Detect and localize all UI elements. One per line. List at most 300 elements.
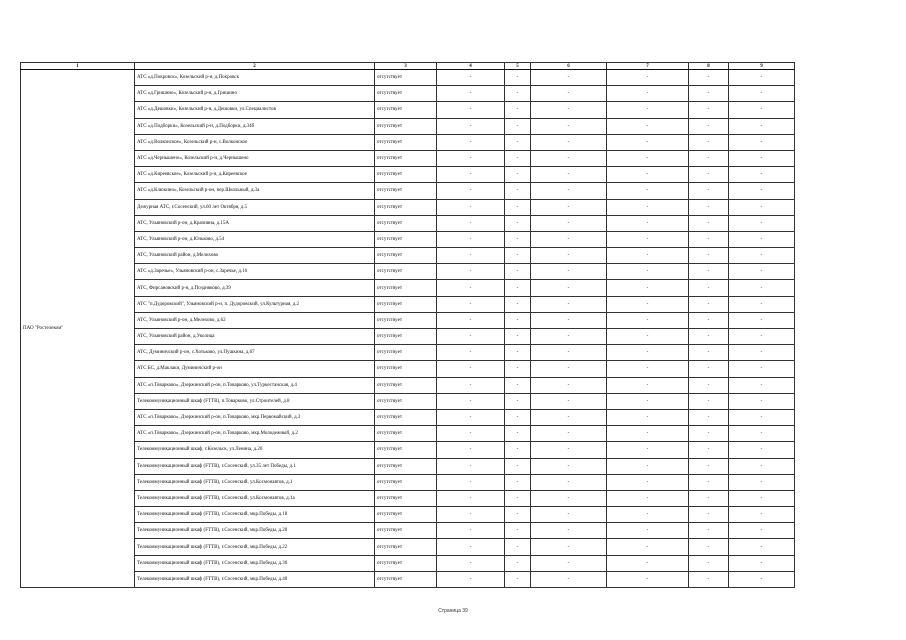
table-body <box>21 63 795 588</box>
table-row <box>21 70 795 86</box>
empty-value-cell: - <box>729 70 795 86</box>
table-row <box>21 264 795 280</box>
facility-name-cell: Телекоммуникационный шкаф (FTTB), г.Сосенский, ул.Космонавтов, д.1 <box>135 474 375 490</box>
empty-value-cell: - <box>689 555 729 571</box>
empty-value-cell: - <box>437 555 505 571</box>
table-row <box>21 215 795 231</box>
empty-value-cell: - <box>437 458 505 474</box>
table-row <box>21 118 795 134</box>
table-row <box>21 134 795 150</box>
empty-value-cell: - <box>607 523 689 539</box>
empty-value-cell: - <box>531 329 607 345</box>
empty-value-cell: - <box>437 134 505 150</box>
empty-value-cell: - <box>505 70 531 86</box>
empty-value-cell: - <box>531 345 607 361</box>
empty-value-cell: - <box>531 215 607 231</box>
col-number: 7 <box>607 63 689 70</box>
empty-value-cell: - <box>607 442 689 458</box>
empty-value-cell: - <box>689 102 729 118</box>
empty-value-cell: - <box>729 248 795 264</box>
empty-value-cell: - <box>607 167 689 183</box>
table-row <box>21 150 795 166</box>
empty-value-cell: - <box>607 199 689 215</box>
facility-name-cell: Телекоммуникационный шкаф (FTTB), г.Сосенский, мкр.Победы, д.18 <box>135 507 375 523</box>
empty-value-cell: - <box>729 329 795 345</box>
table-row <box>21 507 795 523</box>
empty-value-cell: - <box>729 490 795 506</box>
empty-value-cell: - <box>729 458 795 474</box>
empty-value-cell: - <box>729 555 795 571</box>
empty-value-cell: - <box>689 523 729 539</box>
empty-value-cell: - <box>505 183 531 199</box>
empty-value-cell: - <box>607 86 689 102</box>
empty-value-cell: - <box>729 118 795 134</box>
status-cell: отсутствует <box>375 409 437 425</box>
empty-value-cell: - <box>437 199 505 215</box>
status-cell: отсутствует <box>375 215 437 231</box>
empty-value-cell: - <box>531 199 607 215</box>
table-row <box>21 571 795 587</box>
empty-value-cell: - <box>531 134 607 150</box>
status-cell: отсутствует <box>375 183 437 199</box>
table-row <box>21 102 795 118</box>
empty-value-cell: - <box>607 409 689 425</box>
status-cell: отсутствует <box>375 329 437 345</box>
empty-value-cell: - <box>437 215 505 231</box>
table-row <box>21 296 795 312</box>
status-cell: отсутствует <box>375 296 437 312</box>
empty-value-cell: - <box>505 118 531 134</box>
empty-value-cell: - <box>689 296 729 312</box>
empty-value-cell: - <box>689 426 729 442</box>
empty-value-cell: - <box>729 215 795 231</box>
empty-value-cell: - <box>531 231 607 247</box>
empty-value-cell: - <box>505 523 531 539</box>
empty-value-cell: - <box>531 118 607 134</box>
facility-name-cell: Телекоммуникационный шкаф (FTTB), г.Сосенский, ул.35 лет Победы, д.1 <box>135 458 375 474</box>
empty-value-cell: - <box>505 490 531 506</box>
facility-name-cell: АТС БС, д.Маклаки, Думиничский р-он <box>135 361 375 377</box>
facility-name-cell: Телекоммуникационный шкаф (FTTB), г.Сосенский, мкр.Победы, д.36 <box>135 555 375 571</box>
empty-value-cell: - <box>689 442 729 458</box>
empty-value-cell: - <box>505 507 531 523</box>
status-cell: отсутствует <box>375 199 437 215</box>
table-row <box>21 442 795 458</box>
table-row <box>21 377 795 393</box>
empty-value-cell: - <box>689 248 729 264</box>
status-cell: отсутствует <box>375 474 437 490</box>
empty-value-cell: - <box>505 215 531 231</box>
facility-name-cell: АТС «п.Товарково», Дзержинский р-он, п.Товарково, ул.Туркестанская, д.4 <box>135 377 375 393</box>
empty-value-cell: - <box>437 150 505 166</box>
empty-value-cell: - <box>729 474 795 490</box>
empty-value-cell: - <box>729 377 795 393</box>
empty-value-cell: - <box>607 118 689 134</box>
empty-value-cell: - <box>531 458 607 474</box>
empty-value-cell: - <box>689 118 729 134</box>
empty-value-cell: - <box>437 183 505 199</box>
facility-name-cell: АТС «д.Заречье», Ульяновский р-он, с.Заречье, д.16 <box>135 264 375 280</box>
empty-value-cell: - <box>437 231 505 247</box>
table-row <box>21 523 795 539</box>
empty-value-cell: - <box>505 231 531 247</box>
facility-name-cell: АТС, Думиничский р-он, с.Хотьково, ул.Пушкина, д.67 <box>135 345 375 361</box>
empty-value-cell: - <box>607 102 689 118</box>
empty-value-cell: - <box>531 409 607 425</box>
empty-value-cell: - <box>437 264 505 280</box>
empty-value-cell: - <box>505 150 531 166</box>
empty-value-cell: - <box>729 231 795 247</box>
empty-value-cell: - <box>531 150 607 166</box>
table-row <box>21 458 795 474</box>
col-number: 1 <box>21 63 135 70</box>
empty-value-cell: - <box>729 102 795 118</box>
facility-name-cell: АТС, Ульяновский р-он, д.Мелехово, д.62 <box>135 312 375 328</box>
empty-value-cell: - <box>531 183 607 199</box>
empty-value-cell: - <box>607 490 689 506</box>
empty-value-cell: - <box>729 199 795 215</box>
status-cell: отсутствует <box>375 490 437 506</box>
empty-value-cell: - <box>729 507 795 523</box>
status-cell: отсутствует <box>375 361 437 377</box>
empty-value-cell: - <box>607 312 689 328</box>
empty-value-cell: - <box>531 280 607 296</box>
empty-value-cell: - <box>689 150 729 166</box>
status-cell: отсутствует <box>375 539 437 555</box>
empty-value-cell: - <box>531 312 607 328</box>
status-cell: отсутствует <box>375 312 437 328</box>
empty-value-cell: - <box>729 523 795 539</box>
empty-value-cell: - <box>437 329 505 345</box>
empty-value-cell: - <box>689 280 729 296</box>
empty-value-cell: - <box>531 248 607 264</box>
empty-value-cell: - <box>607 134 689 150</box>
empty-value-cell: - <box>689 86 729 102</box>
empty-value-cell: - <box>607 555 689 571</box>
empty-value-cell: - <box>531 86 607 102</box>
empty-value-cell: - <box>505 442 531 458</box>
empty-value-cell: - <box>729 409 795 425</box>
empty-value-cell: - <box>689 539 729 555</box>
empty-value-cell: - <box>607 150 689 166</box>
table-row <box>21 393 795 409</box>
empty-value-cell: - <box>531 296 607 312</box>
facility-name-cell: АТС, Фирсановский р-н, д.Поздняково, д.39 <box>135 280 375 296</box>
status-cell: отсутствует <box>375 345 437 361</box>
status-cell: отсутствует <box>375 86 437 102</box>
empty-value-cell: - <box>505 361 531 377</box>
empty-value-cell: - <box>437 474 505 490</box>
empty-value-cell: - <box>505 458 531 474</box>
empty-value-cell: - <box>729 393 795 409</box>
status-cell: отсутствует <box>375 507 437 523</box>
empty-value-cell: - <box>505 248 531 264</box>
empty-value-cell: - <box>531 539 607 555</box>
empty-value-cell: - <box>505 377 531 393</box>
empty-value-cell: - <box>607 474 689 490</box>
table-row <box>21 361 795 377</box>
empty-value-cell: - <box>531 490 607 506</box>
status-cell: отсутствует <box>375 248 437 264</box>
empty-value-cell: - <box>531 474 607 490</box>
empty-value-cell: - <box>607 377 689 393</box>
empty-value-cell: - <box>437 377 505 393</box>
facility-name-cell: АТС, Ульяновский р-он, д.Крапивна, д.15А <box>135 215 375 231</box>
empty-value-cell: - <box>689 199 729 215</box>
table-row <box>21 231 795 247</box>
table-row <box>21 490 795 506</box>
facility-name-cell: АТС "п.Дудоровский", Ульяновский р-н, п. Дудоровский, ул.Культурная, д.2 <box>135 296 375 312</box>
col-number: 5 <box>505 63 531 70</box>
table-row <box>21 280 795 296</box>
empty-value-cell: - <box>505 555 531 571</box>
table-row <box>21 248 795 264</box>
empty-value-cell: - <box>437 345 505 361</box>
empty-value-cell: - <box>505 102 531 118</box>
empty-value-cell: - <box>689 458 729 474</box>
facility-name-cell: Телекоммуникационный шкаф (FTTB), г.Сосенский, мкр.Победы, д.40 <box>135 571 375 587</box>
empty-value-cell: - <box>531 507 607 523</box>
table-row <box>21 474 795 490</box>
empty-value-cell: - <box>607 70 689 86</box>
empty-value-cell: - <box>729 539 795 555</box>
empty-value-cell: - <box>505 280 531 296</box>
empty-value-cell: - <box>607 280 689 296</box>
empty-value-cell: - <box>531 102 607 118</box>
empty-value-cell: - <box>689 345 729 361</box>
status-cell: отсутствует <box>375 523 437 539</box>
facility-name-cell: Телекоммуникационный шкаф (FTTB), г.Сосенский, ул.Космонавтов, д.1а <box>135 490 375 506</box>
table-row <box>21 345 795 361</box>
col-number: 8 <box>689 63 729 70</box>
status-cell: отсутствует <box>375 442 437 458</box>
empty-value-cell: - <box>505 167 531 183</box>
status-cell: отсутствует <box>375 555 437 571</box>
empty-value-cell: - <box>531 555 607 571</box>
facility-name-cell: Телекоммуникационный шкаф, г.Козельск, ул.Ленина, д.20 <box>135 442 375 458</box>
empty-value-cell: - <box>607 231 689 247</box>
empty-value-cell: - <box>505 426 531 442</box>
empty-value-cell: - <box>689 215 729 231</box>
empty-value-cell: - <box>531 167 607 183</box>
facility-name-cell: АТС «д.Киреевское», Козельский р-н, д.Киреевское <box>135 167 375 183</box>
empty-value-cell: - <box>437 102 505 118</box>
empty-value-cell: - <box>531 523 607 539</box>
status-cell: отсутствует <box>375 571 437 587</box>
table-row <box>21 183 795 199</box>
status-cell: отсутствует <box>375 150 437 166</box>
empty-value-cell: - <box>607 248 689 264</box>
facility-name-cell: АТС «д.Чернышено», Козельский р-н, д.Чернышено <box>135 150 375 166</box>
empty-value-cell: - <box>607 507 689 523</box>
empty-value-cell: - <box>689 70 729 86</box>
status-cell: отсутствует <box>375 231 437 247</box>
empty-value-cell: - <box>505 571 531 587</box>
empty-value-cell: - <box>689 377 729 393</box>
empty-value-cell: - <box>531 264 607 280</box>
facility-name-cell: АТС «д.Гришино», Козельский р-н, д.Гришино <box>135 86 375 102</box>
empty-value-cell: - <box>689 312 729 328</box>
organization-cell: ПАО "Ростелеком" <box>21 70 135 588</box>
empty-value-cell: - <box>689 329 729 345</box>
empty-value-cell: - <box>607 329 689 345</box>
empty-value-cell: - <box>437 426 505 442</box>
facility-name-cell: Телекоммуникационный шкаф (FTTB), п.Товарково, ул.Строителей, д.8 <box>135 393 375 409</box>
status-cell: отсутствует <box>375 102 437 118</box>
status-cell: отсутствует <box>375 393 437 409</box>
empty-value-cell: - <box>437 167 505 183</box>
facility-name-cell: АТС, Ульяновский район, д.Мелихово <box>135 248 375 264</box>
empty-value-cell: - <box>607 345 689 361</box>
empty-value-cell: - <box>689 393 729 409</box>
empty-value-cell: - <box>729 183 795 199</box>
empty-value-cell: - <box>437 409 505 425</box>
empty-value-cell: - <box>607 539 689 555</box>
facility-name-cell: АТС «п.Товарково», Дзержинский р-он, п.Товарково, мкр.Молодежный, д.2 <box>135 426 375 442</box>
empty-value-cell: - <box>437 86 505 102</box>
facility-name-cell: АТС «д.Волконское», Козельский р-н, с.Волконское <box>135 134 375 150</box>
facility-name-cell: АТС, Ульяновский район, д.Уколица <box>135 329 375 345</box>
col-number: 3 <box>375 63 437 70</box>
status-cell: отсутствует <box>375 167 437 183</box>
empty-value-cell: - <box>437 118 505 134</box>
col-number: 2 <box>135 63 375 70</box>
empty-value-cell: - <box>505 345 531 361</box>
empty-value-cell: - <box>505 409 531 425</box>
empty-value-cell: - <box>437 393 505 409</box>
column-number-header <box>21 63 795 70</box>
facility-name-cell: АТС, Ульяновский р-он, д.Юльково, д.54 <box>135 231 375 247</box>
status-cell: отсутствует <box>375 377 437 393</box>
empty-value-cell: - <box>505 264 531 280</box>
empty-value-cell: - <box>437 442 505 458</box>
empty-value-cell: - <box>607 183 689 199</box>
empty-value-cell: - <box>437 539 505 555</box>
empty-value-cell: - <box>729 167 795 183</box>
status-cell: отсутствует <box>375 458 437 474</box>
empty-value-cell: - <box>729 86 795 102</box>
table-row <box>21 199 795 215</box>
empty-value-cell: - <box>689 167 729 183</box>
empty-value-cell: - <box>607 264 689 280</box>
empty-value-cell: - <box>689 571 729 587</box>
table-row <box>21 167 795 183</box>
empty-value-cell: - <box>689 231 729 247</box>
empty-value-cell: - <box>689 183 729 199</box>
empty-value-cell: - <box>505 296 531 312</box>
facility-name-cell: АТС «д.Дешовки», Козельский р-н, д.Дешовки, ул.Специалистов <box>135 102 375 118</box>
facility-name-cell: АТС «д.Покровск», Козельский р-н, д.Покровск <box>135 70 375 86</box>
facility-name-cell: Дежурная АТС, г.Сосенский, ул.60 лет Октября, д.5 <box>135 199 375 215</box>
empty-value-cell: - <box>505 393 531 409</box>
status-cell: отсутствует <box>375 70 437 86</box>
empty-value-cell: - <box>729 345 795 361</box>
empty-value-cell: - <box>437 70 505 86</box>
empty-value-cell: - <box>607 426 689 442</box>
document-sheet <box>20 62 794 588</box>
empty-value-cell: - <box>729 442 795 458</box>
empty-value-cell: - <box>505 199 531 215</box>
empty-value-cell: - <box>689 134 729 150</box>
empty-value-cell: - <box>689 474 729 490</box>
empty-value-cell: - <box>607 215 689 231</box>
empty-value-cell: - <box>729 150 795 166</box>
empty-value-cell: - <box>437 312 505 328</box>
empty-value-cell: - <box>437 523 505 539</box>
empty-value-cell: - <box>729 280 795 296</box>
col-number: 4 <box>437 63 505 70</box>
empty-value-cell: - <box>437 490 505 506</box>
empty-value-cell: - <box>437 361 505 377</box>
facility-name-cell: Телекоммуникационный шкаф (FTTB), г.Сосенский, мкр.Победы, д.20 <box>135 523 375 539</box>
empty-value-cell: - <box>689 361 729 377</box>
facilities-table <box>20 62 795 588</box>
empty-value-cell: - <box>505 312 531 328</box>
table-row <box>21 539 795 555</box>
empty-value-cell: - <box>505 329 531 345</box>
empty-value-cell: - <box>607 296 689 312</box>
empty-value-cell: - <box>729 312 795 328</box>
empty-value-cell: - <box>607 458 689 474</box>
empty-value-cell: - <box>505 539 531 555</box>
status-cell: отсутствует <box>375 280 437 296</box>
empty-value-cell: - <box>505 474 531 490</box>
empty-value-cell: - <box>729 264 795 280</box>
empty-value-cell: - <box>689 264 729 280</box>
empty-value-cell: - <box>531 361 607 377</box>
empty-value-cell: - <box>531 442 607 458</box>
empty-value-cell: - <box>729 134 795 150</box>
facility-name-cell: АТС «д.Подборки», Козельский р-н, д.Подборки, д.34б <box>135 118 375 134</box>
table-row <box>21 409 795 425</box>
empty-value-cell: - <box>437 296 505 312</box>
status-cell: отсутствует <box>375 426 437 442</box>
empty-value-cell: - <box>729 426 795 442</box>
empty-value-cell: - <box>531 393 607 409</box>
empty-value-cell: - <box>729 571 795 587</box>
status-cell: отсутствует <box>375 264 437 280</box>
empty-value-cell: - <box>531 571 607 587</box>
table-row <box>21 329 795 345</box>
facility-name-cell: АТС «д.Клюкино», Козельский р-он, пер.Школьный, д.3а <box>135 183 375 199</box>
empty-value-cell: - <box>531 70 607 86</box>
page-footer: Страница 39 <box>438 608 468 614</box>
empty-value-cell: - <box>607 571 689 587</box>
empty-value-cell: - <box>505 86 531 102</box>
empty-value-cell: - <box>607 361 689 377</box>
empty-value-cell: - <box>437 280 505 296</box>
empty-value-cell: - <box>729 296 795 312</box>
empty-value-cell: - <box>689 507 729 523</box>
table-row <box>21 426 795 442</box>
empty-value-cell: - <box>531 426 607 442</box>
empty-value-cell: - <box>437 507 505 523</box>
empty-value-cell: - <box>689 490 729 506</box>
empty-value-cell: - <box>505 134 531 150</box>
table-row <box>21 555 795 571</box>
facility-name-cell: Телекоммуникационный шкаф (FTTB), г.Сосенский, мкр.Победы, д.22 <box>135 539 375 555</box>
empty-value-cell: - <box>689 409 729 425</box>
col-number: 6 <box>531 63 607 70</box>
facility-name-cell: АТС «п.Товарково», Дзержинский р-он, п.Товарково, мкр.Первомайский, д.3 <box>135 409 375 425</box>
table-row <box>21 86 795 102</box>
table-row <box>21 312 795 328</box>
empty-value-cell: - <box>437 571 505 587</box>
status-cell: отсутствует <box>375 134 437 150</box>
empty-value-cell: - <box>607 393 689 409</box>
empty-value-cell: - <box>729 361 795 377</box>
empty-value-cell: - <box>437 248 505 264</box>
